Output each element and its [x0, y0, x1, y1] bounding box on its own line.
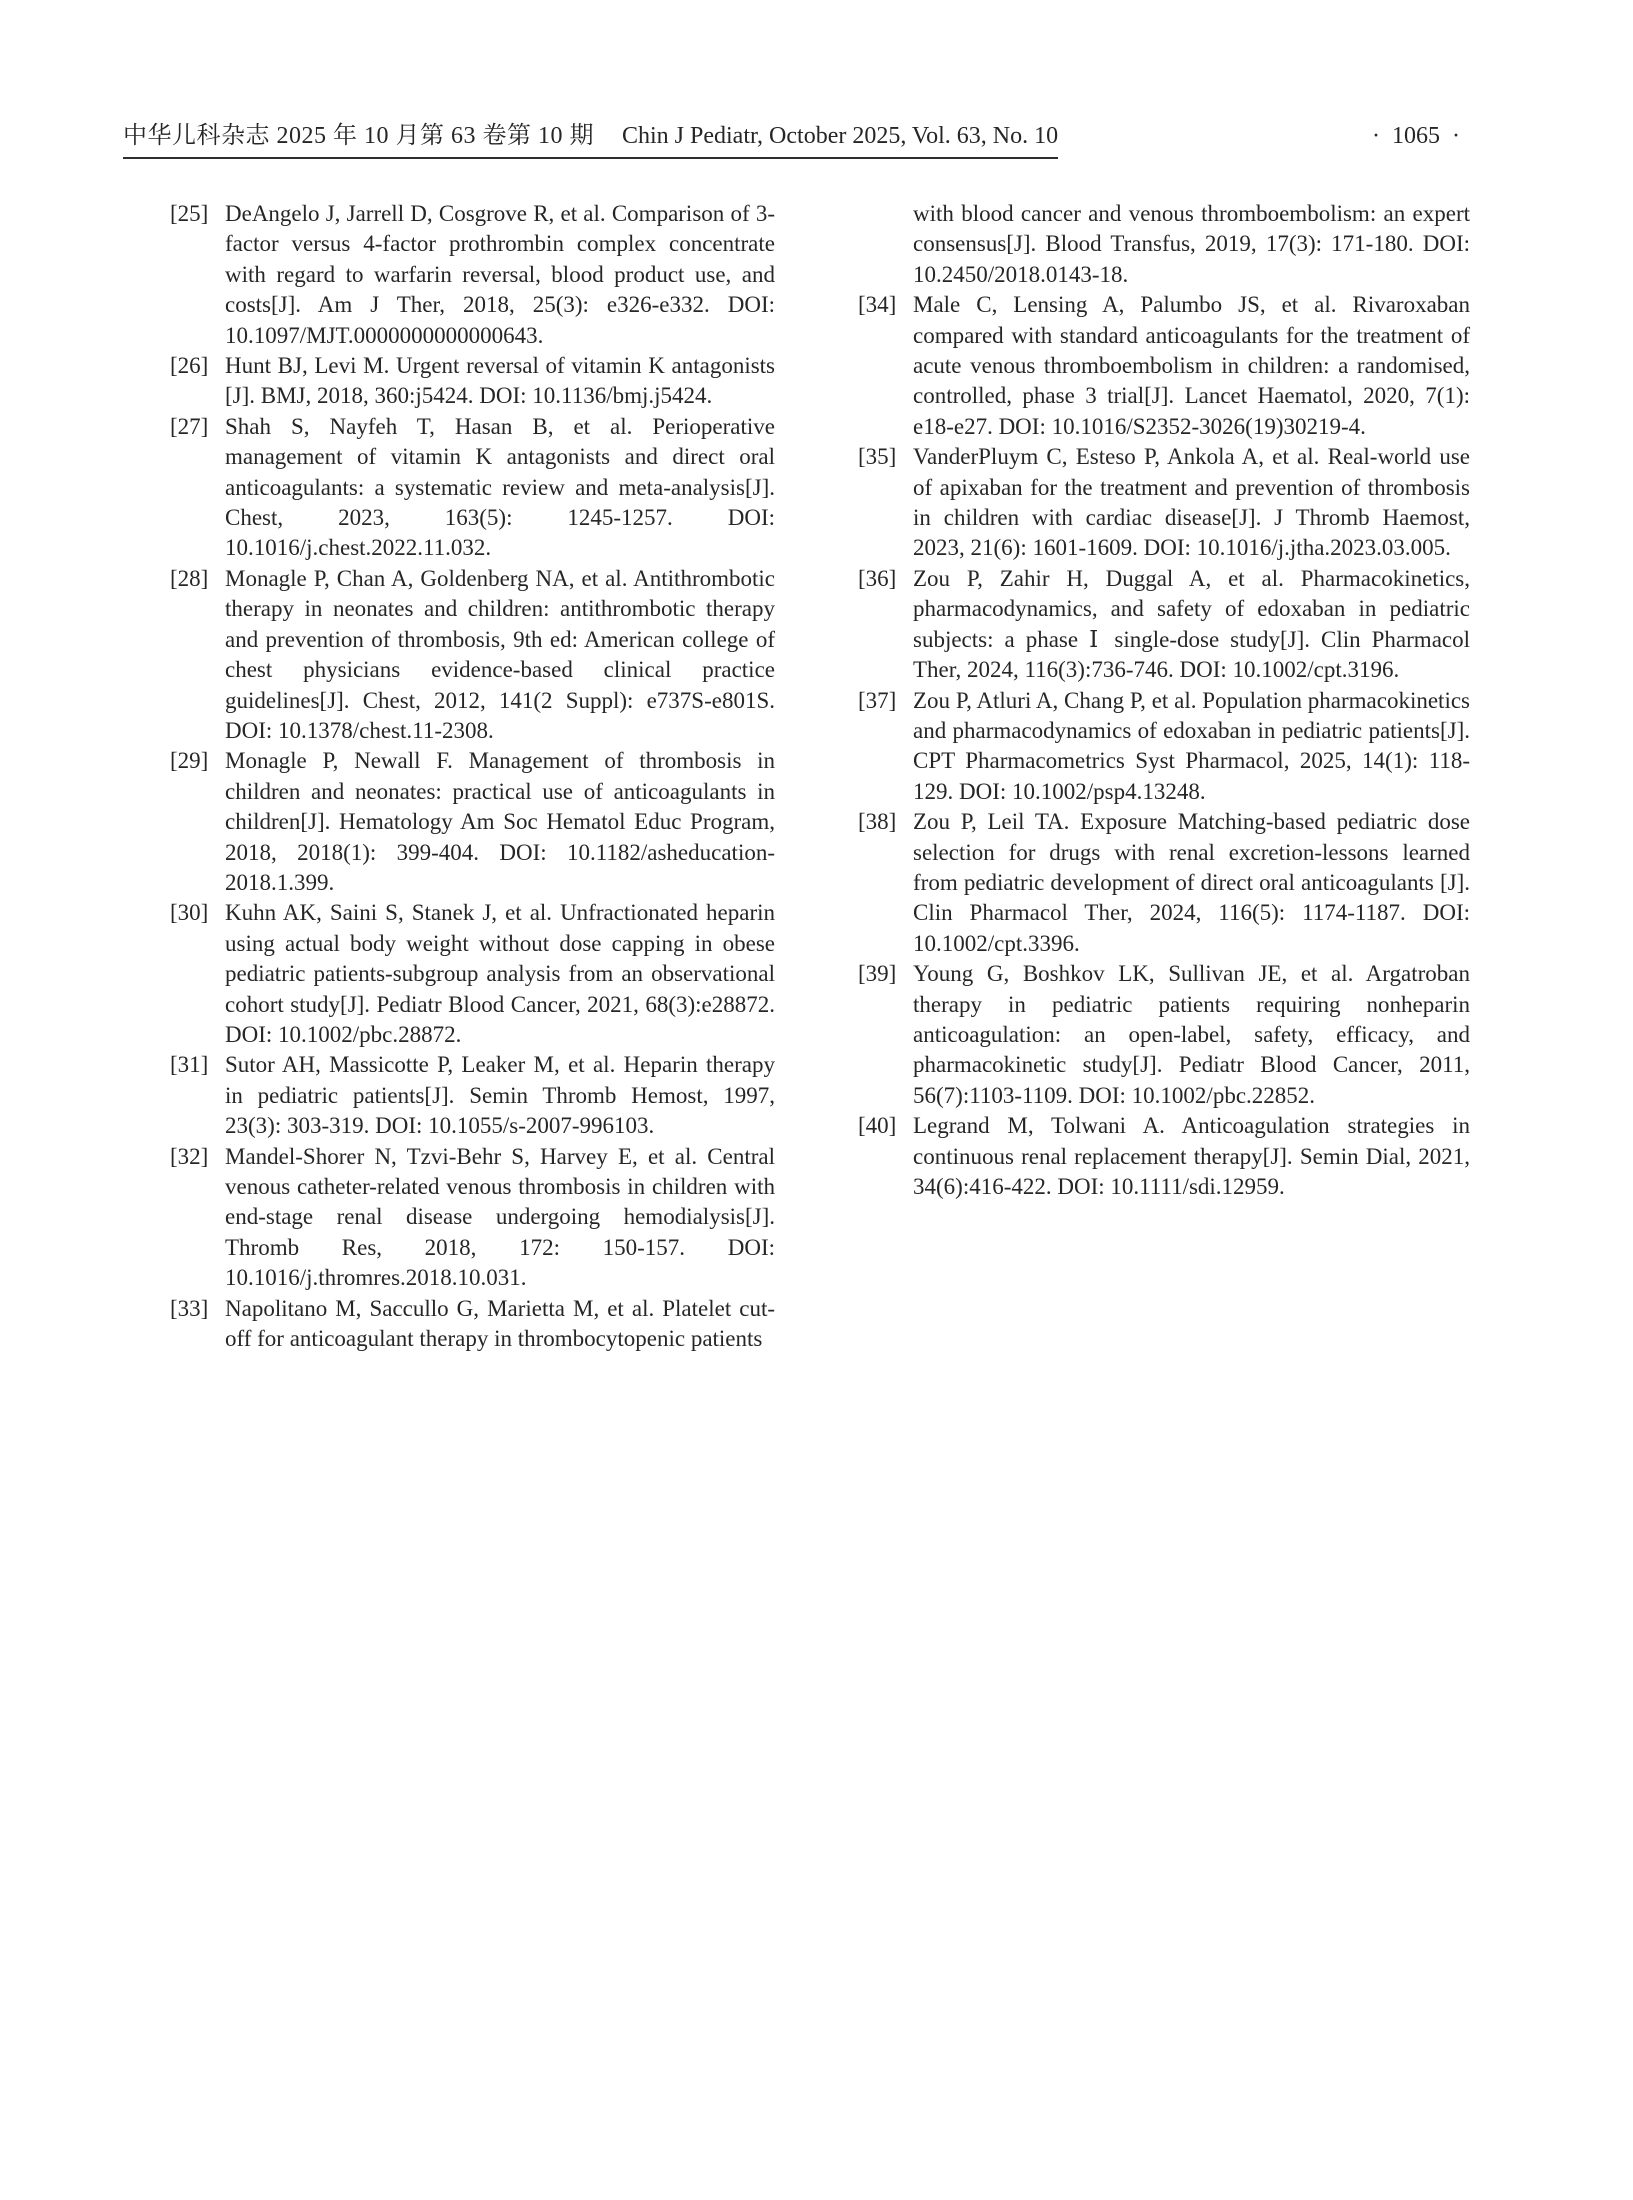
reference-number: [28] — [170, 565, 209, 591]
reference-item-34 — [858, 290, 1470, 442]
reference-text: Sutor AH, Massicotte P, Leaker M, et al. Heparin therapy in pediatric patients[J]. Semin Thromb Hemost, 1997, 23(3): 303-319. DOI: 10.1055/s-2007-996103. — [225, 1052, 775, 1139]
reference-text: Young G, Boshkov LK, Sullivan JE, et al. Argatroban therapy in pediatric patients requiring nonheparin anticoagulation: an open-label, safety, efficacy, and pharmacokinetic study[J]. Pediatr Blood Cancer, 2011, 56(7):1103-1109. DOI: 10.1002/pbc.22852. — [913, 961, 1470, 1108]
reference-text: Shah S, Nayfeh T, Hasan B, et al. Perioperative management of vitamin K antagonists and direct oral anticoagulants: a systematic review and meta-analysis[J]. Chest, 2023, 163(5): 1245-1257. DOI: 10.1016/j.chest.2022.11.032. — [225, 413, 775, 561]
references-column-left — [170, 199, 775, 1354]
page-header — [123, 122, 1460, 159]
reference-number: [36] — [858, 565, 897, 591]
references-column-right — [858, 199, 1470, 1202]
reference-item-30 — [170, 898, 775, 1050]
reference-item-28 — [170, 564, 775, 746]
reference-item-36 — [858, 564, 1470, 686]
reference-number: [25] — [170, 201, 209, 226]
reference-text: Zou P, Atluri A, Chang P, et al. Population pharmacokinetics and pharmacodynamics of edoxaban in pediatric patients[J]. CPT Pharmacometrics Syst Pharmacol, 2025, 14(1): 118-129. DOI: 10.1002/psp4.13248. — [913, 687, 1470, 804]
reference-text: VanderPluym C, Esteso P, Ankola A, et al. Real-world use of apixaban for the treatment and prevention of thrombosis in children with cardiac disease[J]. J Thromb Haemost, 2023, 21(6): 1601-1609. DOI: 10.1016/j.jtha.2023.03.005. — [913, 444, 1470, 561]
reference-item-39 — [858, 959, 1470, 1111]
reference-text: Male C, Lensing A, Palumbo JS, et al. Rivaroxaban compared with standard anticoagulants for the treatment of acute venous thromboembolism in children: a randomised, controlled, phase 3 trial[J]. Lancet Haematol, 2020, 7(1): e18-e27. DOI: 10.1016/S2352-3026(19)30219-4. — [913, 292, 1470, 439]
reference-text: with blood cancer and venous thromboembolism: an expert consensus[J]. Blood Transfus, 2019, 17(3): 171-180. DOI: 10.2450/2018.0143-18. — [913, 201, 1470, 287]
reference-text: Napolitano M, Saccullo G, Marietta M, et al. Platelet cut-off for anticoagulant therapy in thrombocytopenic patients — [225, 1295, 775, 1352]
reference-item-29 — [170, 746, 775, 898]
reference-number: [27] — [170, 413, 209, 439]
reference-item-38 — [858, 807, 1470, 959]
journal-title — [123, 122, 1058, 159]
reference-number: [35] — [858, 444, 897, 470]
reference-text: Legrand M, Tolwani A. Anticoagulation strategies in continuous renal replacement therapy[J]. Semin Dial, 2021, 34(6):416-422. DOI: 10.1111/sdi.12959. — [913, 1113, 1470, 1199]
reference-number: [40] — [858, 1113, 897, 1139]
reference-text: Mandel-Shorer N, Tzvi-Behr S, Harvey E, et al. Central venous catheter-related venous thrombosis in children with end-stage renal disease undergoing hemodialysis[J]. Thromb Res, 2018, 172: 150-157. DOI: 10.1016/j.thromres.2018.10.031. — [225, 1143, 775, 1291]
reference-item-33 — [170, 1294, 775, 1355]
reference-item-35 — [858, 442, 1470, 564]
reference-number: [37] — [858, 687, 897, 713]
reference-text: Kuhn AK, Saini S, Stanek J, et al. Unfractionated heparin using actual body weight without dose capping in obese pediatric patients-subgroup analysis from an observational cohort study[J]. Pediatr Blood Cancer, 2021, 68(3):e28872. DOI: 10.1002/pbc.28872. — [225, 900, 775, 1047]
reference-item-37 — [858, 686, 1470, 808]
reference-text: Hunt BJ, Levi M. Urgent reversal of vitamin K antagonists [J]. BMJ, 2018, 360:j5424. DOI: 10.1136/bmj.j5424. — [225, 353, 775, 409]
page-number: · 1065 · — [1372, 123, 1460, 149]
reference-item-40 — [858, 1111, 1470, 1202]
reference-number: [29] — [170, 748, 209, 774]
reference-number: [32] — [170, 1143, 209, 1169]
reference-item-33-continued — [858, 199, 1470, 290]
reference-text: Zou P, Leil TA. Exposure Matching-based pediatric dose selection for drugs with renal excretion-lessons learned from pediatric development of direct oral anticoagulants [J]. Clin Pharmacol Ther, 2024, 116(5): 1174-1187. DOI: 10.1002/cpt.3396. — [913, 809, 1470, 956]
reference-item-26 — [170, 351, 775, 412]
journal-title-english: Chin J Pediatr, October 2025, Vol. 63, No. 10 — [622, 123, 1059, 149]
reference-text: Monagle P, Newall F. Management of thrombosis in children and neonates: practical use of anticoagulants in children[J]. Hematology Am Soc Hematol Educ Program, 2018, 2018(1): 399-404. DOI: 10.1182/asheducation-2018.1.399. — [225, 748, 775, 895]
reference-item-27 — [170, 412, 775, 564]
reference-number: [38] — [858, 809, 897, 835]
journal-title-chinese: 中华儿科杂志 2025 年 10 月第 63 卷第 10 期 — [123, 123, 594, 149]
reference-number: [39] — [858, 961, 897, 987]
reference-number: [31] — [170, 1052, 209, 1078]
reference-number: [33] — [170, 1295, 209, 1321]
reference-number: [30] — [170, 900, 209, 926]
reference-number: [26] — [170, 353, 209, 379]
reference-item-32 — [170, 1142, 775, 1294]
reference-text: Zou P, Zahir H, Duggal A, et al. Pharmacokinetics, pharmacodynamics, and safety of edoxaban in pediatric subjects: a phase Ⅰ single-dose study[J]. Clin Pharmacol Ther, 2024, 116(3):736-746. DOI: 10.1002/cpt.3196. — [913, 565, 1470, 683]
reference-item-31 — [170, 1050, 775, 1141]
reference-item-25 — [170, 199, 775, 351]
reference-text: Monagle P, Chan A, Goldenberg NA, et al. Antithrombotic therapy in neonates and children: antithrombotic therapy and prevention of thrombosis, 9th ed: American college of chest physicians evidence-based clinical practice guidelines[J]. Chest, 2012, 141(2 Suppl): e737S-e801S. DOI: 10.1378/chest.11-2308. — [225, 565, 775, 743]
reference-number: [34] — [858, 292, 897, 318]
reference-text: DeAngelo J, Jarrell D, Cosgrove R, et al. Comparison of 3-factor versus 4-factor prothrombin complex concentrate with regard to warfarin reversal, blood product use, and costs[J]. Am J Ther, 2018, 25(3): e326-e332. DOI: 10.1097/MJT.0000000000000643. — [225, 201, 775, 348]
